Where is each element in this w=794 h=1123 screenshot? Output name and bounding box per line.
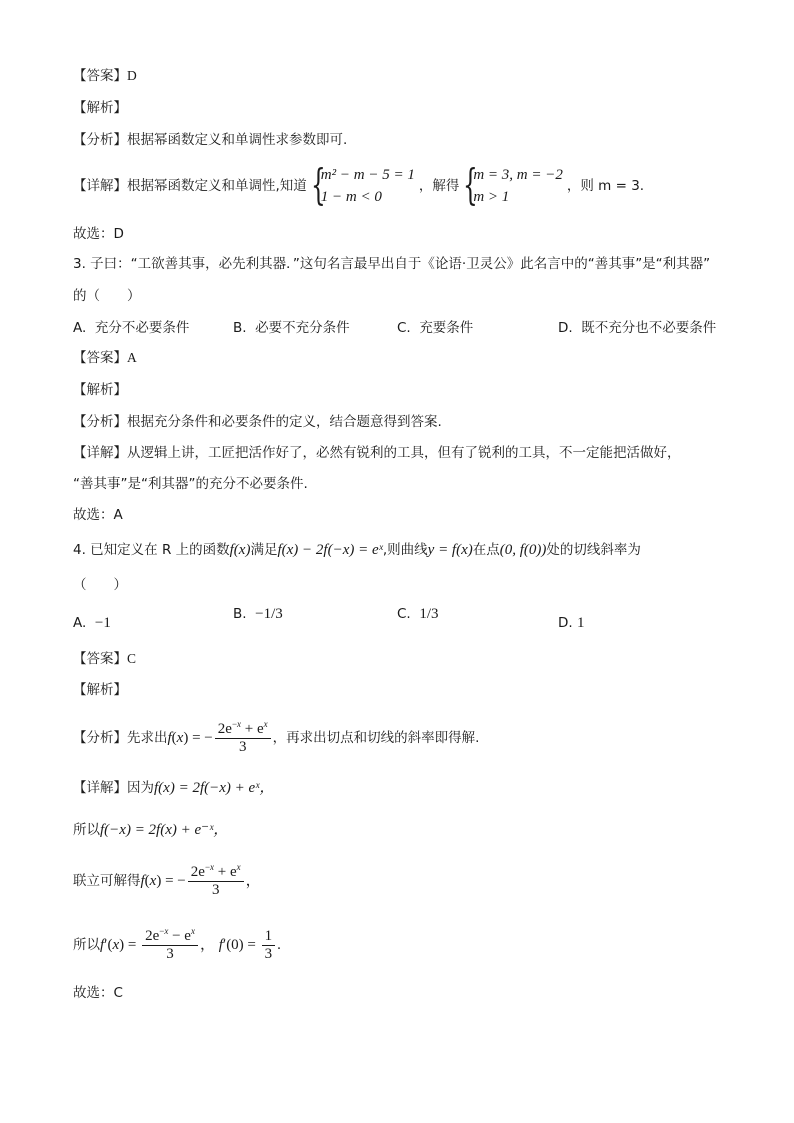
q4-suoyi-line-1	[73, 820, 228, 840]
fenxi-label: 【分析】	[73, 414, 127, 430]
q4-lianli-line	[73, 860, 261, 902]
stem-equation: f(x) − 2f(−x) = eˣ	[277, 542, 383, 558]
q2-guxuan: 故选：D	[73, 226, 124, 242]
q4-answer-line	[73, 649, 136, 669]
suoyi-text: 所以	[73, 822, 100, 838]
option-text: −1/3	[255, 606, 283, 622]
fenxi-label: 【分析】	[73, 730, 127, 746]
q4-option-c	[397, 604, 438, 624]
q2-xiangjie-line	[73, 160, 645, 209]
q3-option-c	[397, 318, 473, 338]
option-key: D.	[558, 615, 573, 631]
fraction: $\frac{2e^{-x} - e^x}{3}$	[142, 928, 198, 963]
option-key: D.	[558, 320, 573, 336]
stem-text: 4. 已知定义在 R 上的函数	[73, 542, 230, 558]
fenxi-text: 根据幂函数定义和单调性求参数即可.	[127, 132, 348, 148]
equation-system-2: { m = 3, m = −2 m > 1	[463, 160, 563, 209]
system-2-line-1: m = 3, m = −2	[473, 167, 563, 183]
stem-curve: y = f(x)	[427, 542, 473, 558]
option-key: C.	[397, 606, 411, 622]
option-text: 1	[576, 615, 585, 631]
q4-option-d	[558, 613, 584, 633]
equation: f(x) = 2f(−x) + eˣ，	[154, 780, 275, 796]
option-text: 充要条件	[419, 320, 474, 336]
fenxi-label: 【分析】	[73, 132, 127, 148]
q3-xiangjie-line	[73, 443, 681, 463]
lianli-text: 联立可解得	[73, 873, 141, 889]
q4-stem-line-2: （ ）	[73, 577, 127, 593]
option-text: 1/3	[419, 606, 439, 622]
answer-value: C	[127, 651, 137, 666]
option-key: A.	[73, 615, 87, 631]
q4-guxuan: 故选：C	[73, 985, 123, 1001]
q3-analysis-label: 【解析】	[73, 382, 127, 398]
system-1-line-2: 1 − m < 0	[320, 189, 382, 205]
q4-option-b	[233, 604, 283, 624]
q4-fenxi-line	[73, 717, 479, 759]
system-1-line-1: m² − m − 5 = 1	[320, 167, 415, 183]
option-text: 充分不必要条件	[94, 320, 190, 336]
answer-value: A	[127, 350, 137, 365]
q3-option-a	[73, 318, 189, 338]
system-2-line-2: m > 1	[473, 189, 510, 205]
xiangjie-text: 根据幂函数定义和单调性,知道	[127, 178, 307, 194]
fenxi-text: 根据充分条件和必要条件的定义，结合题意得到答案.	[127, 414, 442, 430]
stem-text: 在点	[472, 542, 500, 558]
option-key: A.	[73, 320, 87, 336]
option-key: C.	[397, 320, 411, 336]
q2-analysis-label: 【解析】	[73, 100, 127, 116]
option-key: B.	[233, 320, 247, 336]
fenxi-text: ，再求出切点和切线的斜率即得解.	[272, 730, 480, 746]
formula-derivative: f′(x) = $\frac{2e^{-x} - e^x}{3}$ ， f′(0) = $\frac{1}{3}$ .	[100, 926, 281, 963]
q2-answer-line	[73, 66, 137, 86]
xiangjie-text: 从逻辑上讲，工匠把活作好了，必然有锐利的工具，但有了锐利的工具，不一定能把活做好，	[127, 445, 681, 461]
answer-label: 【答案】	[73, 350, 127, 366]
fraction: $\frac{2e^{-x} + e^x}{3}$	[188, 864, 244, 899]
q3-stem-line-1: 3. 子曰：“工欲善其事，必先利其器．”这句名言最早出自于《论语·卫灵公》此名言中的“善其事”是“利其器”	[73, 256, 711, 272]
xiangjie-label: 【详解】	[73, 780, 127, 796]
q4-stem-line-1	[73, 540, 641, 560]
answer-label: 【答案】	[73, 68, 127, 84]
q3-xiangjie-line-2: “善其事”是“利其器”的充分不必要条件.	[73, 476, 308, 492]
fraction: $\frac{1}{3}$	[262, 928, 276, 963]
answer-label: 【答案】	[73, 651, 127, 667]
xiangjie-label: 【详解】	[73, 445, 127, 461]
q4-xiangjie-line	[73, 778, 274, 798]
option-key: B.	[233, 606, 247, 622]
equation: f(−x) = 2f(x) + e⁻ˣ，	[100, 822, 229, 838]
xiangjie-label: 【详解】	[73, 178, 127, 194]
equation-system-1: { m² − m − 5 = 1 1 − m < 0	[310, 160, 415, 209]
q3-option-b	[233, 318, 350, 338]
option-text: 既不充分也不必要条件	[581, 320, 717, 336]
q4-suoyi-line-2	[73, 924, 281, 966]
formula-fx: f(x) = − $\frac{2e^{-x} + e^x}{3}$	[168, 730, 273, 746]
option-text: −1	[94, 615, 111, 631]
q3-option-d	[558, 318, 716, 338]
stem-text: ,则曲线	[382, 542, 428, 558]
answer-value: D	[127, 68, 137, 83]
conclusion-text: ，则 m = 3.	[566, 178, 645, 194]
jiede-text: ，解得	[418, 178, 460, 194]
q3-guxuan: 故选：A	[73, 507, 123, 523]
xiangjie-text: 因为	[127, 780, 154, 796]
fenxi-text: 先求出	[127, 730, 168, 746]
q3-answer-line	[73, 348, 137, 368]
formula-fx-solved: f(x) = − $\frac{2e^{-x} + e^x}{3}$ ，	[140, 862, 261, 899]
stem-point: (0, f(0))	[499, 542, 547, 558]
fraction: $\frac{2e^{-x} + e^x}{3}$	[215, 721, 271, 756]
q2-fenxi-line	[73, 130, 347, 150]
stem-text: 处的切线斜率为	[546, 542, 641, 558]
q3-fenxi-line	[73, 412, 442, 432]
q3-stem-line-2: 的（ ）	[73, 288, 141, 304]
option-text: 必要不充分条件	[255, 320, 350, 336]
suoyi-text: 所以	[73, 937, 100, 953]
q4-analysis-label: 【解析】	[73, 682, 127, 698]
stem-function: f(x)	[229, 542, 251, 558]
stem-text: 满足	[250, 542, 278, 558]
q4-option-a	[73, 613, 111, 633]
